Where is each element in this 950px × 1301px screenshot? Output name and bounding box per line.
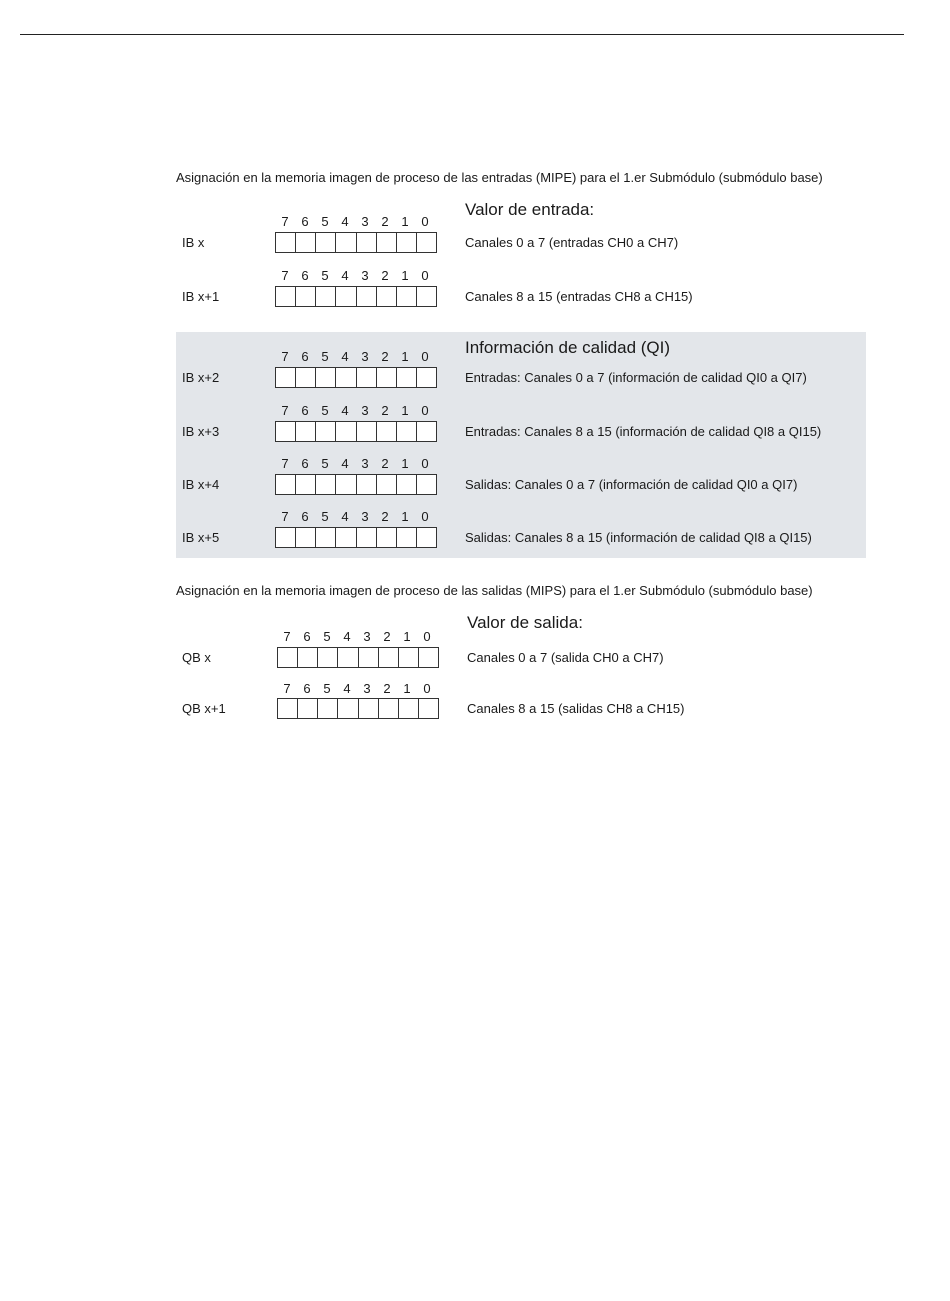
byte-description: Entradas: Canales 8 a 15 (información de calidad QI8 a QI15) [465,424,822,439]
bit-number: 5 [321,509,329,524]
bit-cell [336,528,356,547]
bit-number: 1 [403,629,411,644]
bit-number: 2 [381,268,389,283]
bit-number: 4 [341,349,349,364]
bit-cell [276,422,296,441]
bit-number-row [275,214,435,230]
bit-cell [377,475,397,494]
bit-cell [357,475,377,494]
bit-cell [316,528,336,547]
bit-cell [377,287,397,306]
byte-description: Canales 0 a 7 (entradas CH0 a CH7) [465,235,679,250]
bit-number: 6 [301,509,309,524]
bit-number: 3 [363,681,371,696]
bit-number: 7 [281,403,289,418]
bit-number-row [277,681,437,697]
bit-cell [359,699,379,718]
bit-number: 0 [423,681,431,696]
bit-number: 5 [323,681,331,696]
bit-number: 5 [321,456,329,471]
bit-number: 1 [403,681,411,696]
bit-cell [417,422,436,441]
bit-number: 1 [401,268,409,283]
byte-label: IB x+1 [182,289,220,304]
bit-number: 4 [341,403,349,418]
bit-number: 6 [301,214,309,229]
bit-cell [338,648,358,667]
bit-cell [379,699,399,718]
bit-cell [397,528,417,547]
bit-number: 1 [401,349,409,364]
bit-number: 3 [363,629,371,644]
bit-cell [296,368,316,387]
bit-number: 4 [343,629,351,644]
bit-cell [357,287,377,306]
bit-number: 0 [421,268,429,283]
bit-number: 7 [281,456,289,471]
bit-cell [417,475,436,494]
bit-cell [298,699,318,718]
bit-cell [336,368,356,387]
bit-number: 1 [401,509,409,524]
bit-cell [359,648,379,667]
output-value-heading: Valor de salida: [467,613,583,632]
bit-cell [316,233,336,252]
byte-description: Entradas: Canales 0 a 7 (información de calidad QI0 a QI7) [465,370,807,385]
bit-cell [357,368,377,387]
byte-description: Canales 8 a 15 (salidas CH8 a CH15) [467,701,685,716]
bit-cell [336,475,356,494]
bit-cell [397,475,417,494]
bit-number: 0 [421,214,429,229]
bit-number: 5 [321,214,329,229]
bit-number-row [277,629,437,645]
byte-description: Salidas: Canales 8 a 15 (información de calidad QI8 a QI15) [465,530,812,545]
input-value-heading: Valor de entrada: [465,200,595,219]
bit-cell [338,699,358,718]
bit-number: 4 [343,681,351,696]
outputs-caption: Asignación en la memoria imagen de proceso de las salidas (MIPS) para el 1.er Submódulo (submódulo base) [176,583,813,598]
bit-cell [357,528,377,547]
bit-cell [377,528,397,547]
bit-number: 2 [381,456,389,471]
bit-number: 7 [283,681,291,696]
byte-label: IB x+4 [182,477,220,492]
byte-label: QB x [182,650,211,665]
bit-number: 2 [383,681,391,696]
bit-cell [336,422,356,441]
bit-cell [417,368,436,387]
bit-cell [397,287,417,306]
bit-number: 0 [423,629,431,644]
bit-number: 1 [401,214,409,229]
bit-number-row [275,349,435,365]
bit-number: 6 [301,349,309,364]
byte-bit-box [277,647,439,668]
bit-cell [417,233,436,252]
bit-cell [417,528,436,547]
bit-number: 6 [301,268,309,283]
bit-number: 6 [301,456,309,471]
bit-number: 7 [281,214,289,229]
byte-label: QB x+1 [182,701,226,716]
bit-number: 7 [283,629,291,644]
bit-number: 7 [281,268,289,283]
bit-cell [377,422,397,441]
bit-number-row [275,268,435,284]
bit-number: 6 [303,681,311,696]
byte-label: IB x+2 [182,370,220,385]
bit-number: 3 [361,456,369,471]
bit-cell [276,528,296,547]
bit-cell [316,475,336,494]
bit-cell [357,422,377,441]
bit-cell [336,233,356,252]
bit-cell [357,233,377,252]
bit-number: 4 [341,509,349,524]
bit-number: 3 [361,268,369,283]
bit-cell [318,648,338,667]
bit-number: 6 [303,629,311,644]
byte-label: IB x+3 [182,424,220,439]
bit-number: 7 [281,349,289,364]
bit-number: 5 [321,403,329,418]
bit-cell [296,475,316,494]
bit-number: 2 [381,403,389,418]
byte-description: Canales 0 a 7 (salida CH0 a CH7) [467,650,664,665]
bit-cell [419,648,438,667]
bit-number: 3 [361,349,369,364]
byte-bit-box [275,367,437,388]
bit-cell [276,475,296,494]
byte-description: Canales 8 a 15 (entradas CH8 a CH15) [465,289,693,304]
bit-number: 0 [421,403,429,418]
bit-number: 0 [421,456,429,471]
bit-cell [377,368,397,387]
bit-number: 4 [341,214,349,229]
bit-number: 5 [321,268,329,283]
bit-cell [316,422,336,441]
bit-cell [318,699,338,718]
bit-cell [397,233,417,252]
bit-cell [417,287,436,306]
bit-number: 4 [341,268,349,283]
bit-number: 1 [401,456,409,471]
bit-number: 6 [301,403,309,418]
byte-bit-box [275,527,437,548]
bit-number-row [275,403,435,419]
bit-cell [419,699,438,718]
bit-number-row [275,456,435,472]
bit-cell [278,648,298,667]
bit-number: 2 [381,509,389,524]
bit-number: 0 [421,509,429,524]
bit-number-row [275,509,435,525]
bit-cell [316,368,336,387]
bit-number: 0 [421,349,429,364]
bit-cell [336,287,356,306]
bit-number: 4 [341,456,349,471]
bit-cell [399,699,419,718]
bit-number: 2 [383,629,391,644]
byte-label: IB x+5 [182,530,220,545]
bit-cell [276,287,296,306]
byte-description: Salidas: Canales 0 a 7 (información de calidad QI0 a QI7) [465,477,798,492]
bit-cell [379,648,399,667]
byte-label: IB x [182,235,205,250]
bit-number: 3 [361,509,369,524]
inputs-caption: Asignación en la memoria imagen de proceso de las entradas (MIPE) para el 1.er Submódulo (submódulo base) [176,170,823,185]
bit-cell [276,233,296,252]
byte-bit-box [277,698,439,719]
quality-info-heading: Información de calidad (QI) [465,338,671,357]
bit-cell [276,368,296,387]
bit-number: 7 [281,509,289,524]
byte-bit-box [275,286,437,307]
byte-bit-box [275,474,437,495]
top-rule [20,34,904,35]
bit-cell [397,422,417,441]
bit-cell [298,648,318,667]
byte-bit-box [275,421,437,442]
bit-cell [296,528,316,547]
bit-cell [278,699,298,718]
bit-cell [296,422,316,441]
bit-cell [316,287,336,306]
bit-cell [399,648,419,667]
bit-number: 5 [321,349,329,364]
bit-number: 3 [361,214,369,229]
bit-number: 2 [381,349,389,364]
byte-bit-box [275,232,437,253]
bit-cell [296,233,316,252]
bit-cell [397,368,417,387]
bit-cell [377,233,397,252]
bit-number: 2 [381,214,389,229]
bit-number: 1 [401,403,409,418]
bit-cell [296,287,316,306]
bit-number: 3 [361,403,369,418]
bit-number: 5 [323,629,331,644]
